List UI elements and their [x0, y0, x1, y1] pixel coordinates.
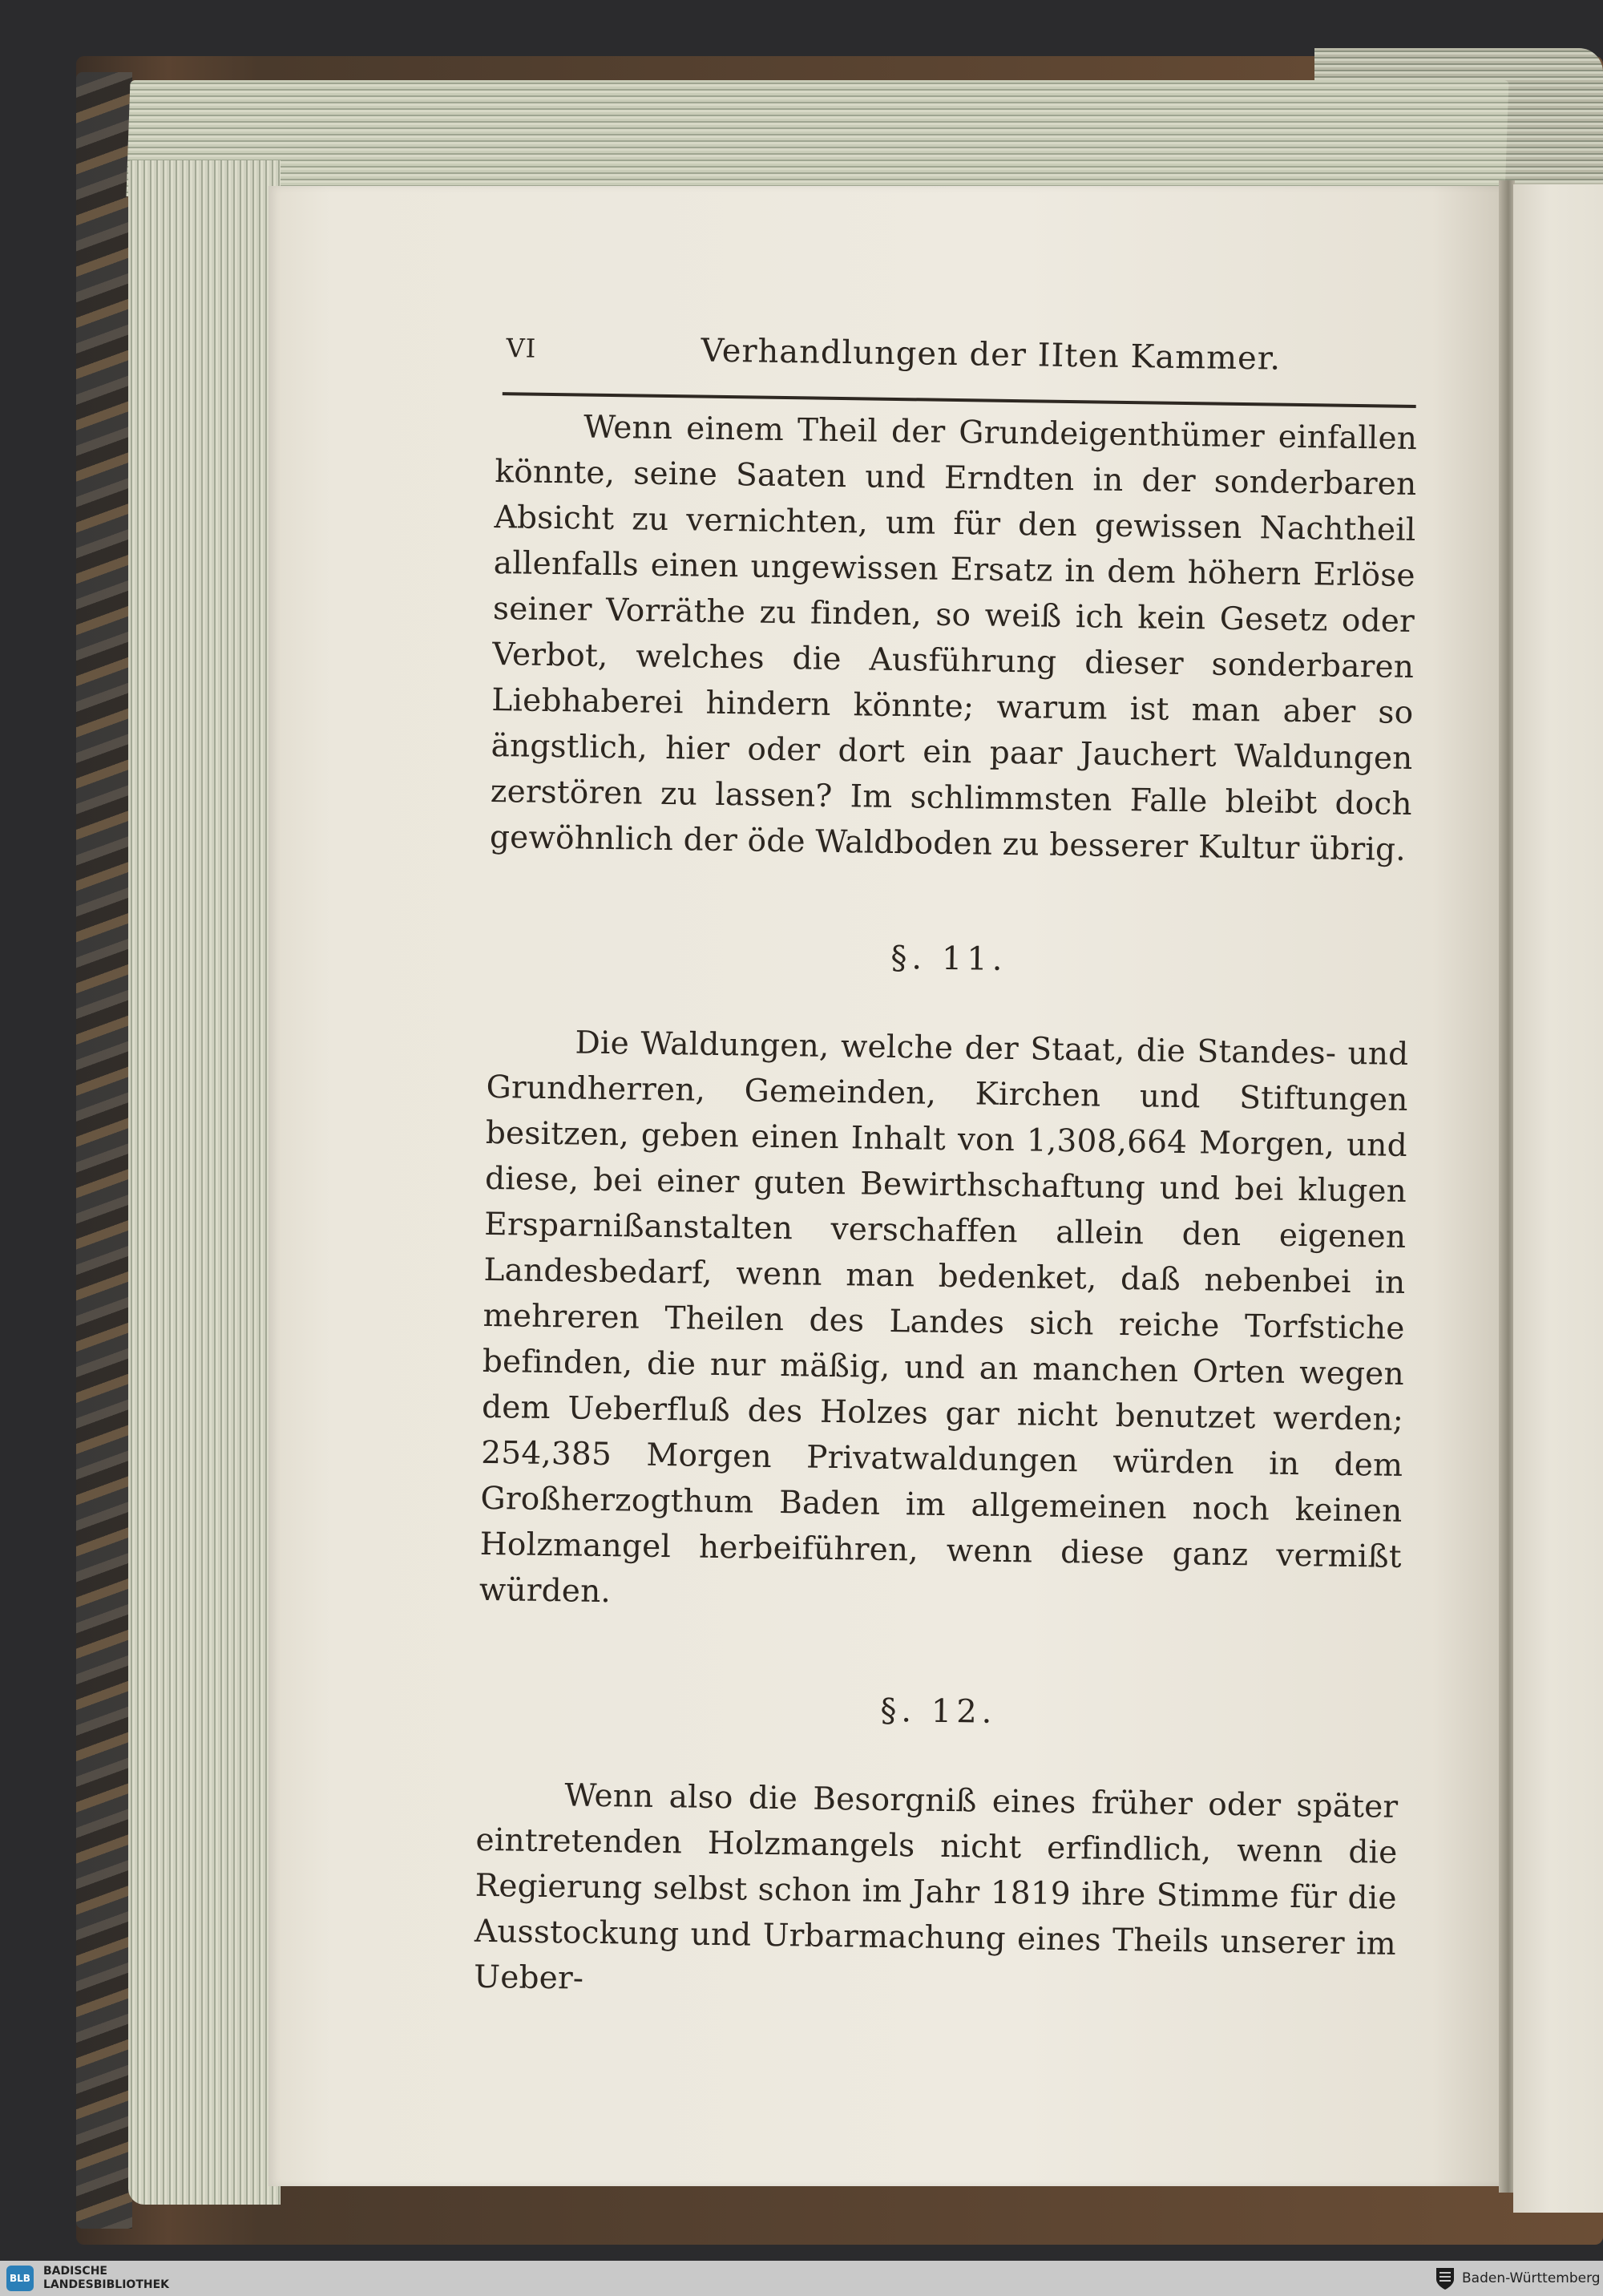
- section-heading-11: §. 11.: [890, 939, 1007, 978]
- library-name: [43, 2265, 228, 2292]
- section-heading-12: §. 12.: [880, 1692, 997, 1731]
- page-edges-left: [128, 160, 281, 2205]
- paragraph-1: Wenn einem Theil der Grundeigenthümer einfallen könnte, seine Saaten und Erndten in der sonderbaren Absicht zu vernichten, um für den gewissen Nachtheil allenfalls einen ungewissen Ersatz in dem höhern Erlöse seiner Vorräthe zu finden, so weiß ich kein Gesetz oder Verbot, welches die Ausführung dieser sonderbaren Liebhaberei hindern könnte; warum ist man aber so ängstlich, hier oder dort ein paar Jauchert Waldungen zerstören zu lassen? Im schlimmsten Falle bleibt doch gewöhnlich der öde Waldboden zu besserer Kultur übrig.: [489, 409, 1418, 868]
- viewer-footer-bar: [0, 2261, 1603, 2296]
- paragraph-3: Wenn also die Besorgniß eines früher oder später eintretenden Holzmangels nicht erfindlich, wenn die Regierung selbst schon im Jahr 1819 ihre Stimme für die Ausstockung und Urbarmachung eines Theils unserer im Ueber-: [473, 1777, 1399, 1997]
- paragraph-2: Die Waldungen, welche der Staat, die Standes- und Grundherren, Gemeinden, Kirchen und Stiftungen besitzen, geben einen Inhalt von 1,308,664 Morgen, und diese, bei einer guten Bewirthschaftung und bei klugen Ersparnißanstalten verschaffen allein den eigenen Landesbedarf, wenn man bedenket, daß nebenbei in mehreren Theilen des Landes sich reiche Torfstiche befinden, die nur mäßig, und an manchen Orten wegen dem Ueberfluß des Holzes gar nicht benutzet werden; 254,385 Morgen Privatwaldungen würden in dem Großherzogthum Baden im allgemeinen noch keinen Holzmangel herbeiführen, wenn diese ganz vermißt würden.: [478, 1025, 1409, 1611]
- running-head: [496, 325, 1419, 394]
- blb-logo-icon: BLB: [6, 2266, 34, 2291]
- state-crest-icon: [1435, 2266, 1456, 2290]
- book-spine: [76, 72, 132, 2229]
- facing-page: [1513, 184, 1603, 2213]
- page-text-block: [474, 325, 1419, 2013]
- running-head-title: Verhandlungen der IIten Kammer.: [701, 332, 1282, 378]
- library-name-line-2: LANDESBIBLIOTHEK: [43, 2278, 170, 2291]
- state-name: Baden-Württemberg: [1462, 2270, 1601, 2286]
- page-number: VI: [506, 333, 537, 364]
- page-edges-top: [126, 80, 1508, 196]
- book-gutter: [1499, 180, 1515, 2193]
- library-name-line-1: BADISCHE: [43, 2265, 107, 2278]
